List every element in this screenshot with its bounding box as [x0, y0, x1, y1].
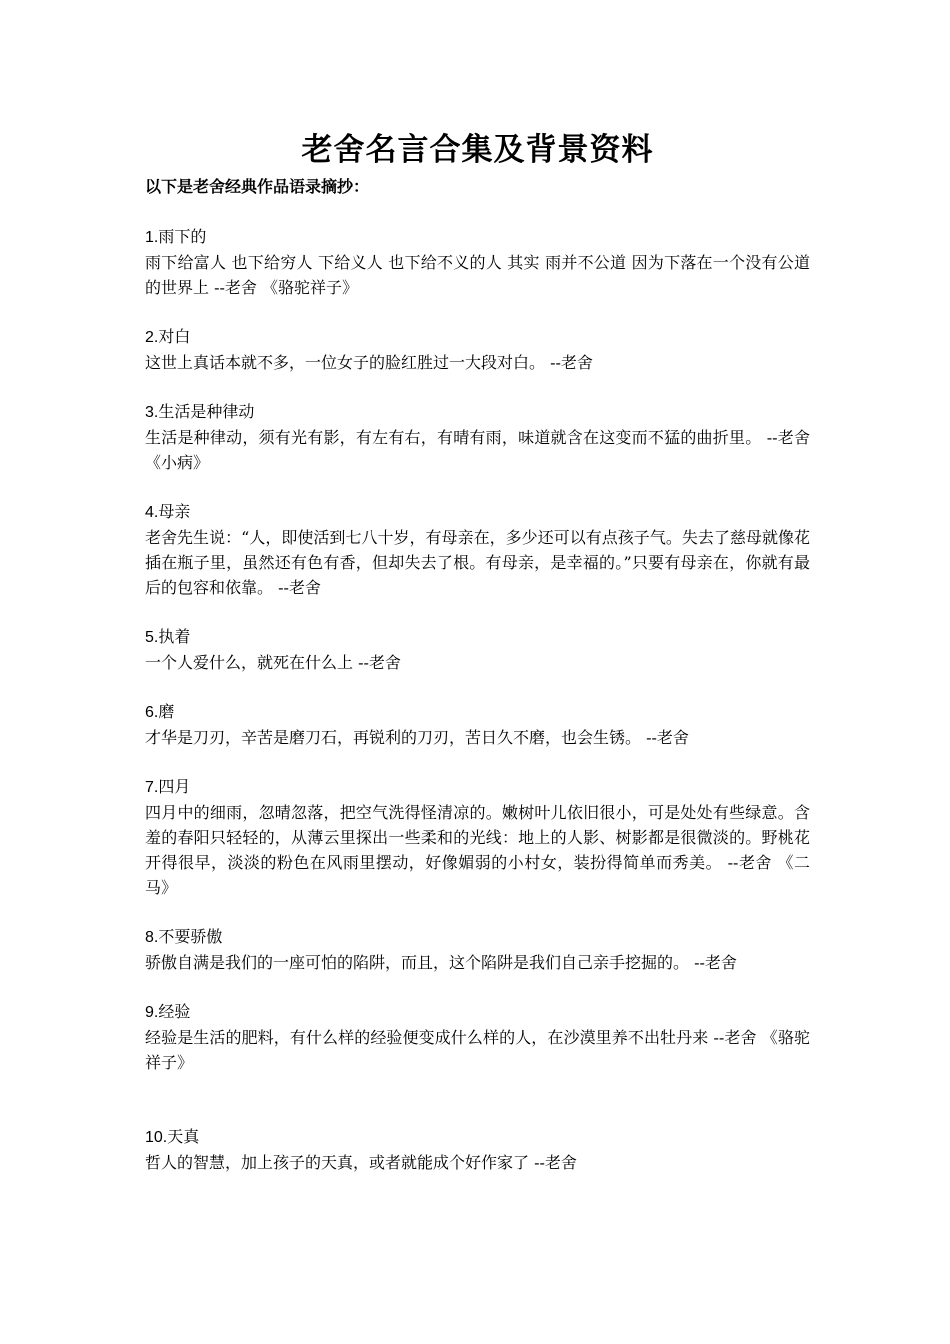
quote-number: 3.	[145, 404, 159, 421]
quote-number: 8.	[145, 929, 159, 946]
quote-text: 这世上真话本就不多，一位女子的脸红胜过一大段对白。 --老舍	[145, 353, 593, 372]
quote-list	[145, 224, 810, 1175]
quote-entry	[145, 924, 810, 975]
quote-text: 四月中的细雨，忽晴忽落，把空气洗得怪清凉的。嫩树叶儿依旧很小，可是处处有些绿意。含羞的春阳只轻轻的，从薄云里探出一些柔和的光线：地上的人影、树影都是很微淡的。野桃花开得很早，淡淡的粉色在风雨里摆动，好像媚弱的小村女，装扮得简单而秀美。 --老舍 《二马》	[145, 803, 810, 897]
quote-number: 2.	[145, 329, 159, 346]
quote-heading-text: 不要骄傲	[158, 927, 223, 946]
quote-heading-text: 四月	[158, 777, 191, 796]
quote-heading	[145, 499, 810, 525]
quote-number: 7.	[145, 779, 159, 796]
quote-entry	[145, 224, 810, 300]
quote-number: 4.	[145, 504, 159, 521]
quote-heading-text: 生活是种律动	[158, 402, 255, 421]
quote-number: 6.	[145, 704, 159, 721]
quote-heading-text: 经验	[158, 1002, 191, 1021]
document-page	[145, 128, 810, 1199]
quote-heading-text: 执着	[158, 627, 191, 646]
quote-heading	[145, 999, 810, 1025]
quote-number: 5.	[145, 629, 159, 646]
quote-entry	[145, 999, 810, 1075]
quote-number: 9.	[145, 1004, 159, 1021]
document-title: 老舍名言合集及背景资料	[301, 132, 654, 168]
quote-entry	[145, 624, 810, 675]
quote-text: 老舍先生说：“人，即使活到七八十岁，有母亲在，多少还可以有点孩子气。失去了慈母就像花插在瓶子里，虽然还有色有香，但却失去了根。有母亲，是幸福的。”只要有母亲在，你就有最后的包容和依靠。 --老舍	[145, 528, 810, 597]
quote-number: 1.	[145, 229, 159, 246]
quote-text: 雨下给富人 也下给穷人 下给义人 也下给不义的人 其实 雨并不公道 因为下落在一个没有公道的世界上 --老舍 《骆驼祥子》	[145, 253, 810, 297]
quote-heading	[145, 324, 810, 350]
quote-entry	[145, 499, 810, 600]
quote-entry	[145, 324, 810, 375]
quote-heading	[145, 624, 810, 650]
quote-heading	[145, 774, 810, 800]
quote-entry	[145, 399, 810, 475]
quote-heading-text: 磨	[158, 702, 175, 721]
quote-heading	[145, 924, 810, 950]
quote-text: 哲人的智慧，加上孩子的天真，或者就能成个好作家了 --老舍	[145, 1153, 577, 1172]
quote-entry	[145, 699, 810, 750]
quote-heading	[145, 399, 810, 425]
document-subtitle: 以下是老舍经典作品语录摘抄：	[145, 177, 370, 196]
quote-heading-text: 雨下的	[158, 227, 207, 246]
quote-heading	[145, 699, 810, 725]
quote-heading-text: 母亲	[158, 502, 191, 521]
quote-text: 生活是种律动，须有光有影，有左有右，有晴有雨，味道就含在这变而不猛的曲折里。 --老舍 《小病》	[145, 428, 810, 472]
quote-text: 才华是刀刃，辛苦是磨刀石，再锐利的刀刃，苦日久不磨，也会生锈。 --老舍	[145, 728, 689, 747]
quote-heading	[145, 224, 810, 250]
quote-heading	[145, 1124, 810, 1150]
quote-number: 10.	[145, 1129, 168, 1146]
quote-text: 经验是生活的肥料，有什么样的经验便变成什么样的人，在沙漠里养不出牡丹来 --老舍 《骆驼祥子》	[145, 1028, 810, 1072]
quote-text: 一个人爱什么，就死在什么上 --老舍	[145, 653, 401, 672]
quote-entry	[145, 1124, 810, 1175]
quote-entry	[145, 774, 810, 900]
quote-heading-text: 对白	[158, 327, 191, 346]
quote-text: 骄傲自满是我们的一座可怕的陷阱，而且，这个陷阱是我们自己亲手挖掘的。 --老舍	[145, 953, 737, 972]
quote-heading-text: 天真	[167, 1127, 200, 1146]
